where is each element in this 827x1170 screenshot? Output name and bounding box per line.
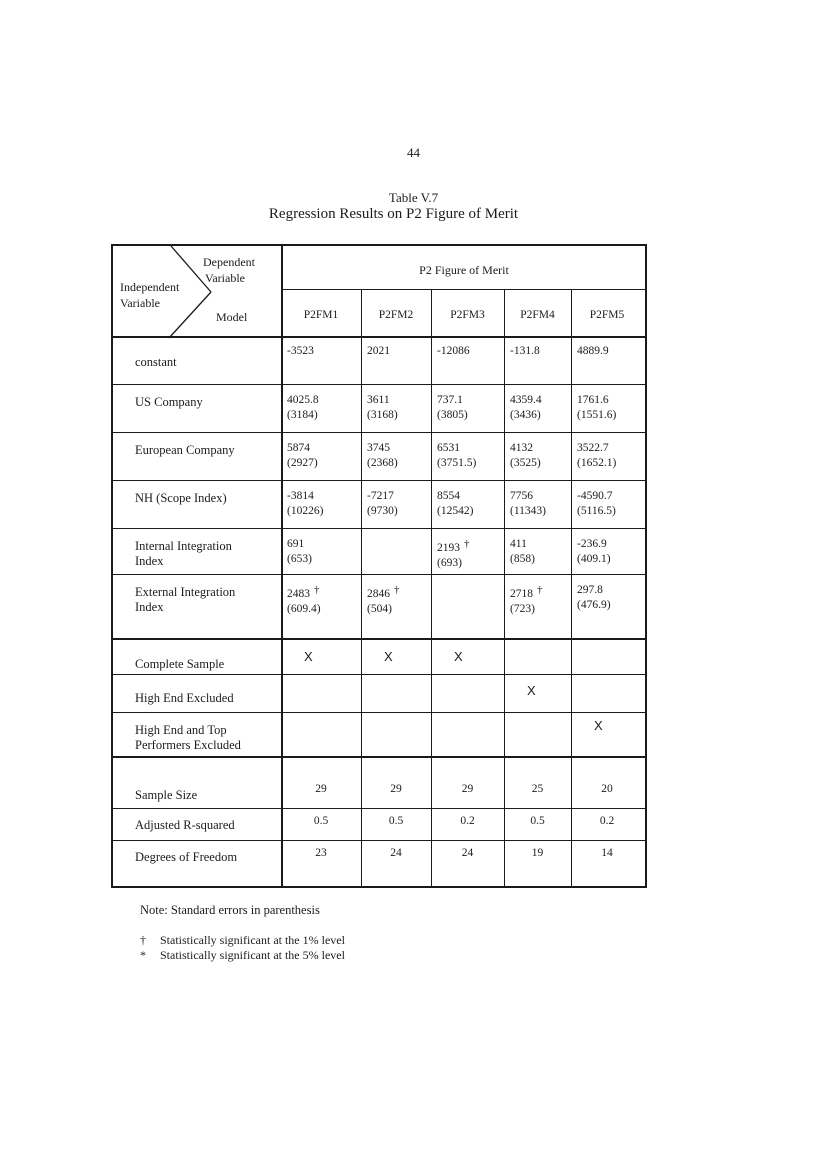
coefficient-cell: 8554 (12542) xyxy=(437,490,474,517)
coefficient-cell: -131.8 xyxy=(510,345,540,357)
coefficient-cell: -12086 xyxy=(437,345,470,357)
stat-cell: 24 xyxy=(461,847,474,859)
header-model-rule xyxy=(281,289,645,290)
row-rule xyxy=(111,480,645,481)
stat-cell: 29 xyxy=(461,783,474,795)
coefficient-cell: 3745 (2368) xyxy=(367,442,398,469)
section-rule xyxy=(111,638,645,640)
row-label-adjusted-r-squared: Adjusted R-squared xyxy=(135,818,235,832)
row-label-external-integration: External Integration Index xyxy=(135,585,236,614)
coefficient-cell: 1761.6 (1551.6) xyxy=(577,394,617,421)
stat-cell: 23 xyxy=(315,847,327,859)
table-note: Note: Standard errors in parenthesis xyxy=(140,903,320,917)
coefficient-cell: 691 (653) xyxy=(287,538,312,565)
coefficient-cell: 7756 (11343) xyxy=(510,490,546,517)
stat-cell: 0.2 xyxy=(460,815,475,827)
row-rule xyxy=(111,384,645,385)
row-label-constant: constant xyxy=(135,355,177,369)
coefficient-cell: 2021 xyxy=(367,345,390,357)
coefficient-cell: 4889.9 xyxy=(577,345,609,357)
row-label-internal-integration: Internal Integration Index xyxy=(135,539,232,568)
independent-variable-label-2: Variable xyxy=(120,296,160,310)
coefficient-cell xyxy=(437,583,498,613)
row-label-nh-scope-index: NH (Scope Index) xyxy=(135,491,227,505)
footnote-2: * Statistically significant at the 5% level xyxy=(140,948,345,962)
sample-mark: X xyxy=(594,718,603,733)
row-label-complete-sample: Complete Sample xyxy=(135,657,225,671)
column-rule xyxy=(281,244,283,886)
coefficient-cell: 4132 (3525) xyxy=(510,442,541,469)
stat-cell: 29 xyxy=(390,783,402,795)
row-label-degrees-of-freedom: Degrees of Freedom xyxy=(135,850,238,864)
coefficient-cell xyxy=(367,537,425,567)
sample-mark: X xyxy=(527,683,536,698)
sample-mark: X xyxy=(304,649,313,664)
column-header-p2fm2: P2FM2 xyxy=(378,309,414,321)
coefficient-cell: 3611 (3168) xyxy=(367,394,398,421)
page-number: 44 xyxy=(407,145,420,160)
column-rule xyxy=(504,289,505,886)
coefficient-cell: 2483 † (609.4) xyxy=(287,584,321,615)
sample-mark: X xyxy=(454,649,463,664)
row-label-high-end-excluded: High End Excluded xyxy=(135,691,234,705)
coefficient-cell: 297.8 (476.9) xyxy=(577,584,611,611)
row-label-sample-size: Sample Size xyxy=(135,788,198,802)
coefficient-cell: -236.9 (409.1) xyxy=(577,538,611,565)
row-rule xyxy=(111,528,645,529)
stat-cell: 0.2 xyxy=(599,815,615,827)
coefficient-cell: 5874 (2927) xyxy=(287,442,318,469)
coefficient-cell: -3523 xyxy=(287,345,314,357)
row-rule xyxy=(111,574,645,575)
significance-marker: † xyxy=(394,584,400,596)
significance-marker: † xyxy=(314,584,320,596)
independent-variable-label: Independent xyxy=(120,280,180,294)
stats-row-rule xyxy=(111,840,645,841)
significance-marker: † xyxy=(537,584,543,596)
coefficient-cell: 2846 † (504) xyxy=(367,584,400,615)
coefficient-cell: 2718 † (723) xyxy=(510,584,543,615)
model-label: Model xyxy=(216,310,248,324)
column-rule xyxy=(571,289,572,886)
coefficient-cell: -4590.7 (5116.5) xyxy=(577,490,616,517)
stat-cell: 25 xyxy=(531,783,544,795)
coefficient-cell: -3814 (10226) xyxy=(287,490,324,517)
stats-row-rule xyxy=(111,808,645,809)
stat-cell: 20 xyxy=(601,783,613,795)
coefficient-cell: 737.1 (3805) xyxy=(437,394,468,421)
dependent-group-title: P2 Figure of Merit xyxy=(419,263,509,277)
header-bottom-rule xyxy=(111,336,645,338)
table-title: Regression Results on P2 Figure of Merit xyxy=(268,206,519,222)
stat-cell: 0.5 xyxy=(313,815,329,827)
section-rule xyxy=(111,756,645,758)
dependent-variable-label-2: Variable xyxy=(205,271,245,285)
coefficient-cell: 3522.7 (1652.1) xyxy=(577,442,617,469)
coefficient-cell: 4025.8 (3184) xyxy=(287,394,319,421)
stat-cell: 29 xyxy=(315,783,327,795)
coefficient-cell: -7217 (9730) xyxy=(367,490,398,517)
column-header-p2fm5: P2FM5 xyxy=(589,309,625,321)
column-rule xyxy=(361,289,362,886)
stat-cell: 0.5 xyxy=(388,815,404,827)
significance-marker: † xyxy=(464,538,470,550)
column-header-p2fm3: P2FM3 xyxy=(450,309,485,321)
row-rule xyxy=(111,432,645,433)
coefficient-cell: 2193 † (693) xyxy=(437,538,470,569)
row-label-high-end-and-top: High End and Top Performers Excluded xyxy=(135,723,241,752)
coefficient-cell: 411 (858) xyxy=(510,538,535,565)
column-rule xyxy=(431,289,432,886)
coefficient-cell: 4359.4 (3436) xyxy=(510,394,542,421)
column-header-p2fm4: P2FM4 xyxy=(520,309,555,321)
stat-cell: 14 xyxy=(601,847,613,859)
stat-cell: 19 xyxy=(531,847,544,859)
coefficient-cell: 6531 (3751.5) xyxy=(437,442,477,469)
sample-mark: X xyxy=(384,649,393,664)
sample-row-rule xyxy=(111,674,645,675)
dependent-variable-label: Dependent xyxy=(203,255,255,269)
table-label: Table V.7 xyxy=(388,190,439,205)
row-label-us-company: US Company xyxy=(135,395,203,409)
column-header-p2fm1: P2FM1 xyxy=(303,309,339,321)
stat-cell: 0.5 xyxy=(530,815,545,827)
regression-table xyxy=(111,244,647,888)
stat-cell: 24 xyxy=(390,847,402,859)
row-label-european-company: European Company xyxy=(135,443,235,457)
sample-row-rule xyxy=(111,712,645,713)
footnote-1: † Statistically significant at the 1% level xyxy=(140,933,345,947)
